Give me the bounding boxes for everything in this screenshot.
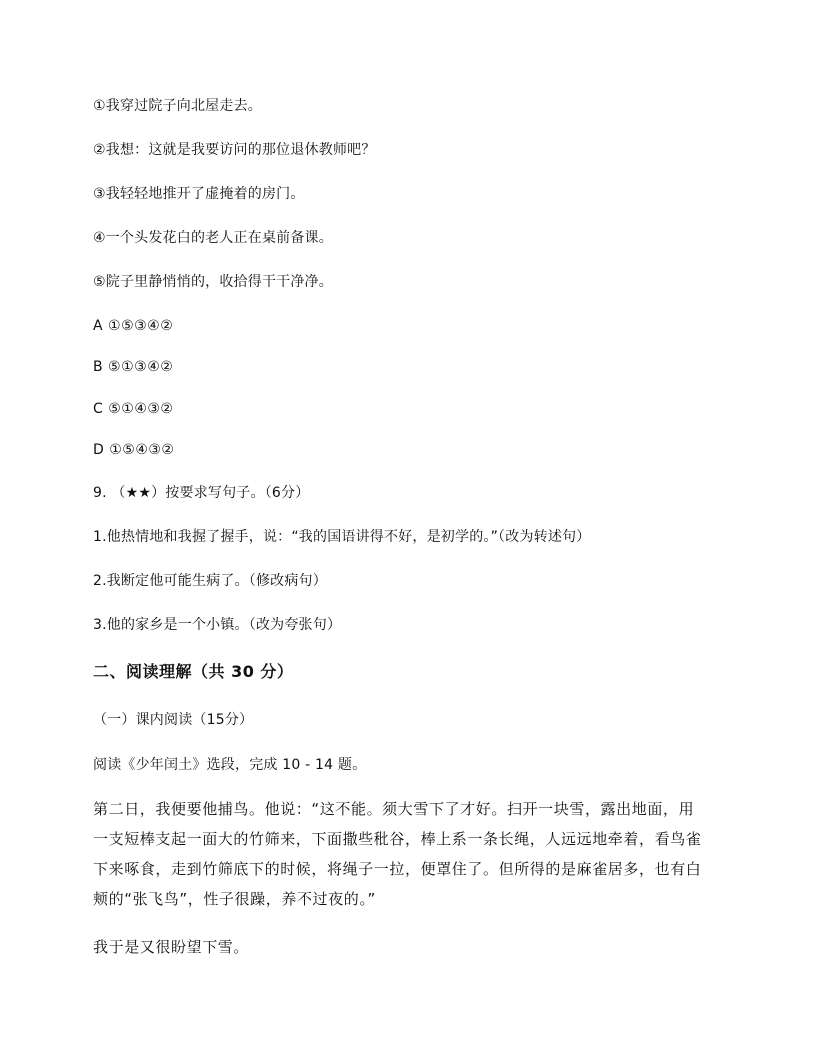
passage-line: 第二日，我便要他捕鸟。他说：“这不能。须大雪下了才好。扫开一块雪，露出地面，用 (93, 800, 695, 818)
reading-passage (93, 794, 733, 914)
order-sentence-5: ⑤院子里静悄悄的，收拾得干干净净。 (93, 274, 333, 290)
passage-line: 下来啄食，走到竹筛底下的时候，将绳子一拉，便罩住了。但所得的是麻雀居多，也有白 (93, 860, 702, 878)
choice-d: D ①⑤④③② (93, 442, 175, 458)
question-9-item-1: 1.他热情地和我握了握手，说：“我的国语讲得不好，是初学的。”（改为转述句） (93, 529, 591, 545)
passage-line: 一支短棒支起一面大的竹筛来，下面撒些秕谷，棒上系一条长绳，人远远地牵着，看鸟雀 (93, 830, 702, 848)
question-9-item-2: 2.我断定他可能生病了。（修改病句） (93, 573, 327, 589)
choice-c: C ⑤①④③② (93, 401, 174, 417)
subsection-heading: （一）课内阅读（15分） (93, 712, 254, 728)
passage-last-line: 我于是又很盼望下雪。 (93, 938, 250, 956)
section-heading: 二、阅读理解（共 30 分） (93, 662, 294, 681)
order-sentence-4: ④一个头发花白的老人正在桌前备课。 (93, 230, 333, 246)
question-9-title: 9. （★★）按要求写句子。（6分） (93, 485, 310, 501)
passage-line: 颊的“张飞鸟”，性子很躁，养不过夜的。” (93, 890, 376, 908)
question-9-item-3: 3.他的家乡是一个小镇。（改为夸张句） (93, 617, 342, 633)
order-sentence-3: ③我轻轻地推开了虚掩着的房门。 (93, 186, 305, 202)
reading-instruction: 阅读《少年闰土》选段，完成 10 - 14 题。 (93, 757, 367, 773)
order-sentence-2: ②我想：这就是我要访问的那位退休教师吧？ (93, 142, 376, 158)
order-sentence-1: ①我穿过院子向北屋走去。 (93, 98, 262, 114)
choice-a: A ①⑤③④② (93, 318, 174, 334)
choice-b: B ⑤①③④② (93, 359, 174, 375)
